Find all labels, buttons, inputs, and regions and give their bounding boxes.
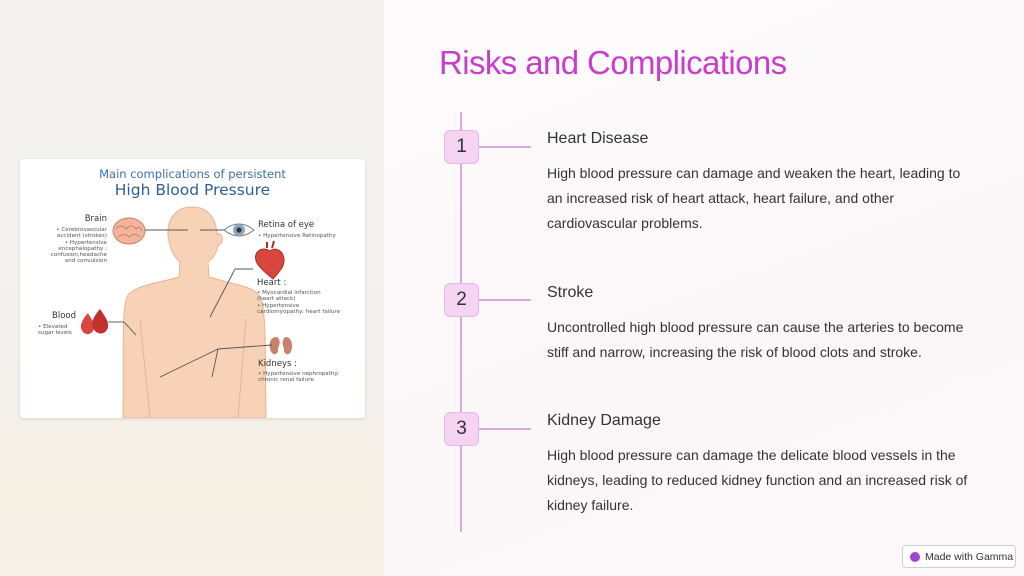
label-blood-heading: Blood [52,311,76,321]
timeline-connector-3 [479,428,531,430]
gamma-logo-icon [910,552,920,562]
badge-label: Made with Gamma [925,550,1014,563]
label-heart-heading: Heart : [257,278,287,288]
slide-title: Risks and Complications [439,44,787,81]
label-kidneys-heading: Kidneys : [258,359,297,369]
figure-title-line2: High Blood Pressure [114,181,271,199]
label-kidneys-detail: • Hypertensive nephropathy: chronic renal failure [258,371,340,384]
hypertension-complications-figure [20,159,365,418]
label-blood-detail: • Elevated sugar levels [38,324,72,337]
step-number-3: 3 [444,412,479,446]
item-heading-heart-disease: Heart Disease [547,130,649,147]
label-brain-detail: • Cerebrovascular accident (strokes) • Hypertensive encephalopathy : confusion,headache and convulsion [50,227,107,265]
heart-organ-icon [255,241,284,279]
label-heart-detail: • Myocardial infarction (heart attack) • Hypertensive cardiomyopathy: heart failure [257,290,341,315]
human-body-silhouette [123,207,266,418]
item-heading-stroke: Stroke [547,284,594,301]
item-description-heart-disease: High blood pressure can damage and weaken the heart, leading to an increased risk of heart attack, heart failure, and other cardiovascular problems. [547,165,961,231]
blood-drops-icon [81,309,108,334]
timeline-connector-1 [479,146,531,148]
made-with-gamma-badge[interactable] [902,545,1016,568]
step-number-1: 1 [444,130,479,164]
label-brain-heading: Brain [84,214,107,224]
item-heading-kidney-damage: Kidney Damage [547,412,661,429]
kidneys-icon [270,337,292,354]
figure-title-line1: Main complications of persistent [99,167,286,181]
item-description-kidney-damage: High blood pressure can damage the delicate blood vessels in the kidneys, leading to reduced kidney function and an increased risk of kidney failure. [547,447,968,513]
timeline-line [460,112,462,532]
label-eye-heading: Retina of eye [258,220,315,230]
timeline-connector-2 [479,299,531,301]
step-number-2: 2 [444,283,479,317]
item-description-stroke: Uncontrolled high blood pressure can cause the arteries to become stiff and narrow, increasing the risk of blood clots and stroke. [547,319,964,360]
label-eye-detail: • Hypertensive Retinopathy [258,233,336,239]
brain-icon [113,218,145,244]
eye-icon [224,224,254,236]
